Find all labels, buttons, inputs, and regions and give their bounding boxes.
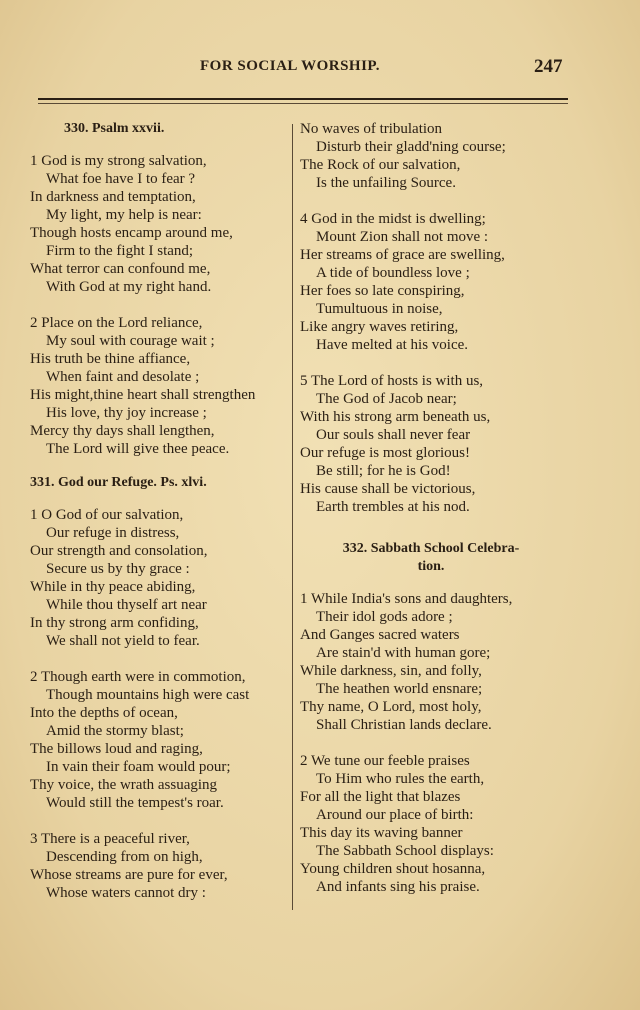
verse-line: This day its waving banner bbox=[300, 825, 463, 841]
hymn-332-title: 332. Sabbath School Celebra- bbox=[342, 541, 520, 556]
running-head bbox=[0, 58, 640, 84]
verse-line: What terror can confound me, bbox=[30, 261, 211, 277]
verse-line: Whose streams are pure for ever, bbox=[30, 867, 228, 883]
verse-line: While thou thyself art near bbox=[46, 597, 207, 613]
verse-line: In vain their foam would pour; bbox=[46, 759, 231, 775]
verse-line: Would still the tempest's roar. bbox=[46, 795, 224, 811]
verse-line: With his strong arm beneath us, bbox=[300, 409, 491, 425]
verse-line: 1 O God of our salvation, bbox=[30, 507, 184, 523]
verse-line: Disturb their gladd'ning course; bbox=[316, 139, 506, 155]
verse-line: 4 God in the midst is dwelling; bbox=[300, 211, 486, 227]
verse-line: Secure us by thy grace : bbox=[46, 561, 190, 577]
verse-line: The Rock of our salvation, bbox=[300, 157, 461, 173]
hymn-331-stanza-3-continued bbox=[300, 120, 562, 192]
verse-line: Their idol gods adore ; bbox=[316, 609, 453, 625]
hymn-331-stanza-5 bbox=[300, 372, 562, 516]
left-column bbox=[30, 120, 288, 902]
verse-line: Young children shout hosanna, bbox=[300, 861, 486, 877]
verse-line: Though mountains high were cast bbox=[46, 687, 250, 703]
verse-line: His cause shall be victorious, bbox=[300, 481, 476, 497]
verse-line: 1 While India's sons and daughters, bbox=[300, 591, 513, 607]
verse-line: Be still; for he is God! bbox=[316, 463, 451, 479]
verse-line: Are stain'd with human gore; bbox=[316, 645, 491, 661]
verse-line: To Him who rules the earth, bbox=[316, 771, 485, 787]
verse-line: The Sabbath School displays: bbox=[316, 843, 494, 859]
verse-line: Have melted at his voice. bbox=[316, 337, 469, 353]
verse-line: 1 God is my strong salvation, bbox=[30, 153, 207, 169]
hymn-331-title: 331. God our Refuge. Ps. xlvi. bbox=[30, 475, 207, 490]
verse-line: Tumultuous in noise, bbox=[316, 301, 443, 317]
verse-line: 2 We tune our feeble praises bbox=[300, 753, 470, 769]
verse-line: With God at my right hand. bbox=[46, 279, 212, 295]
verse-line: His truth be thine affiance, bbox=[30, 351, 191, 367]
verse-line: Like angry waves retiring, bbox=[300, 319, 459, 335]
verse-line: Amid the stormy blast; bbox=[46, 723, 184, 739]
verse-line: The God of Jacob near; bbox=[316, 391, 457, 407]
verse-line: Her foes so late conspiring, bbox=[300, 283, 465, 299]
verse-line: His love, thy joy increase ; bbox=[46, 405, 207, 421]
verse-line: For all the light that blazes bbox=[300, 789, 461, 805]
hymn-332-stanza-2 bbox=[300, 752, 562, 896]
verse-line: 2 Though earth were in commotion, bbox=[30, 669, 246, 685]
hymn-330-stanza-1 bbox=[30, 152, 288, 296]
verse-line: Firm to the fight I stand; bbox=[46, 243, 194, 259]
page-number: 247 bbox=[534, 56, 563, 77]
verse-line: Our refuge in distress, bbox=[46, 525, 180, 541]
verse-line: Thy name, O Lord, most holy, bbox=[300, 699, 482, 715]
header-rule-thin bbox=[38, 103, 568, 104]
verse-line: When faint and desolate ; bbox=[46, 369, 200, 385]
verse-line: Our strength and consolation, bbox=[30, 543, 208, 559]
verse-line: 2 Place on the Lord reliance, bbox=[30, 315, 203, 331]
verse-line: And Ganges sacred waters bbox=[300, 627, 460, 643]
verse-line: In darkness and temptation, bbox=[30, 189, 196, 205]
verse-line: Around our place of birth: bbox=[316, 807, 474, 823]
verse-line: In thy strong arm confiding, bbox=[30, 615, 199, 631]
verse-line: My light, my help is near: bbox=[46, 207, 202, 223]
right-column bbox=[300, 120, 562, 896]
hymn-332-title-continued: tion. bbox=[417, 559, 445, 574]
column-divider bbox=[292, 124, 293, 910]
verse-line: No waves of tribulation bbox=[300, 121, 443, 137]
header-rule bbox=[38, 98, 568, 100]
verse-line: Into the depths of ocean, bbox=[30, 705, 178, 721]
verse-line: And infants sing his praise. bbox=[316, 879, 480, 895]
verse-line: While in thy peace abiding, bbox=[30, 579, 196, 595]
hymn-331-stanza-1 bbox=[30, 506, 288, 650]
verse-line: My soul with courage wait ; bbox=[46, 333, 215, 349]
verse-line: What foe have I to fear ? bbox=[46, 171, 196, 187]
verse-line: Mercy thy days shall lengthen, bbox=[30, 423, 215, 439]
hymn-331-stanza-3 bbox=[30, 830, 288, 902]
verse-line: Is the unfailing Source. bbox=[316, 175, 456, 191]
hymn-331-stanza-4 bbox=[300, 210, 562, 354]
verse-line: Our souls shall never fear bbox=[316, 427, 471, 443]
hymn-332-stanza-1 bbox=[300, 590, 562, 734]
running-head-title: FOR SOCIAL WORSHIP. bbox=[200, 58, 380, 74]
verse-line: Mount Zion shall not move : bbox=[316, 229, 489, 245]
verse-line: Our refuge is most glorious! bbox=[300, 445, 470, 461]
verse-line: Her streams of grace are swelling, bbox=[300, 247, 505, 263]
verse-line: The heathen world ensnare; bbox=[316, 681, 483, 697]
verse-line: Thy voice, the wrath assuaging bbox=[30, 777, 218, 793]
verse-line: Though hosts encamp around me, bbox=[30, 225, 233, 241]
verse-line: While darkness, sin, and folly, bbox=[300, 663, 482, 679]
verse-line: Earth trembles at his nod. bbox=[316, 499, 470, 515]
verse-line: Shall Christian lands declare. bbox=[316, 717, 492, 733]
verse-line: 5 The Lord of hosts is with us, bbox=[300, 373, 484, 389]
verse-line: The Lord will give thee peace. bbox=[46, 441, 230, 457]
hymn-330-stanza-2 bbox=[30, 314, 288, 458]
verse-line: The billows loud and raging, bbox=[30, 741, 203, 757]
hymn-330-title: 330. Psalm xxvii. bbox=[64, 121, 165, 136]
hymn-331-stanza-2 bbox=[30, 668, 288, 812]
verse-line: We shall not yield to fear. bbox=[46, 633, 200, 649]
verse-line: 3 There is a peaceful river, bbox=[30, 831, 190, 847]
verse-line: A tide of boundless love ; bbox=[316, 265, 470, 281]
verse-line: His might,thine heart shall strengthen bbox=[30, 387, 256, 403]
verse-line: Descending from on high, bbox=[46, 849, 203, 865]
verse-line: Whose waters cannot dry : bbox=[46, 885, 206, 901]
